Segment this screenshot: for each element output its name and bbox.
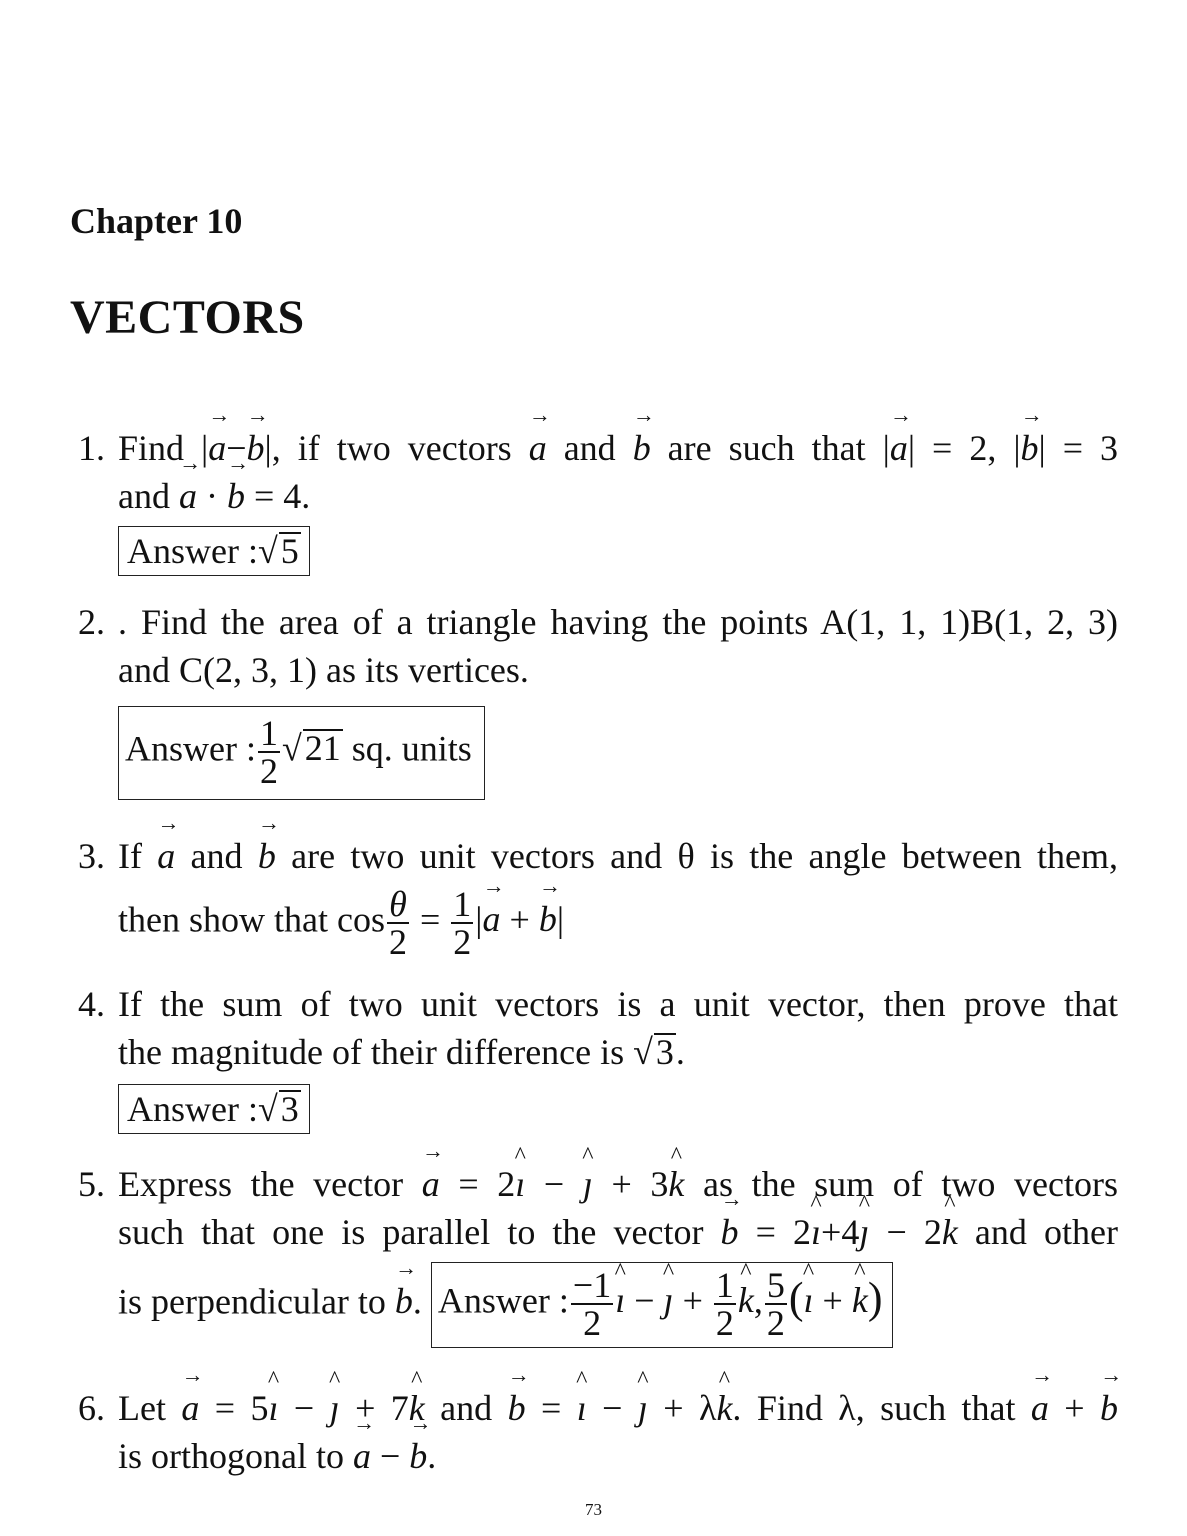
question-text-line: the magnitude of their difference is √3. bbox=[118, 1032, 685, 1072]
answer-box: Answer :√3 bbox=[118, 1084, 310, 1134]
question-1 bbox=[78, 424, 1118, 576]
question-number: 4. bbox=[78, 984, 105, 1024]
question-2 bbox=[78, 598, 1118, 800]
question-number: 6. bbox=[78, 1388, 105, 1428]
answer-box: Answer : $\frac{-1}{2}$ ^ ı − ^ ȷ + $\frac{1}{2}$ ^ k, $\frac{5}{2}$ (^ ı + ^ k) bbox=[431, 1262, 894, 1348]
answer-box: Answer : $\frac{1}{2}$ √21 sq. units bbox=[118, 706, 485, 800]
question-number: 5. bbox=[78, 1164, 105, 1204]
question-text-line: . Find the area of a triangle having the points A(1, 1, 1)B(1, 2, 3) bbox=[118, 602, 1118, 642]
answer-box: Answer :√5 bbox=[118, 526, 310, 576]
question-number: 1. bbox=[78, 428, 105, 468]
question-number: 3. bbox=[78, 836, 105, 876]
question-4 bbox=[78, 980, 1118, 1134]
question-text-line: Find |→ a−→ b|, if two vectors → a and → b are such that |→ a| = 2, |→ b| = 3 bbox=[118, 424, 1118, 472]
question-text-line: and C(2, 3, 1) as its vertices. bbox=[118, 650, 529, 690]
question-number: 2. bbox=[78, 602, 105, 642]
question-text-line: is orthogonal to → a − → b. bbox=[118, 1432, 1118, 1480]
question-text-line: If → a and → b are two unit vectors and θ is the angle between them, bbox=[118, 832, 1118, 880]
chapter-title: VECTORS bbox=[70, 291, 305, 344]
question-text-line: Let → a = 5^ ı − ^ ȷ + 7^ k and → b = ^ ı − ^ ȷ + λ^ k. Find λ, such that → a + → b bbox=[118, 1384, 1118, 1432]
question-text-line: such that one is parallel to the vector → b = 2^ ı+4^ ȷ − 2^ k and other bbox=[118, 1208, 1118, 1256]
question-text-line: is perpendicular to → b. Answer : $\frac{-1}{2}$ ^ ı − ^ ȷ + $\frac{1}{2}$ ^ k, $\frac{5}{2}$ (^ ı + ^ k) bbox=[118, 1262, 1118, 1348]
question-text-line: If the sum of two unit vectors is a unit vector, then prove that bbox=[118, 984, 1118, 1024]
chapter-label: Chapter 10 bbox=[70, 201, 243, 241]
question-text-line: and → a · → b = 4. bbox=[118, 472, 1118, 520]
question-3 bbox=[78, 832, 1118, 960]
question-text-line: Express the vector → a = 2^ ı − ^ ȷ + 3^ k as the sum of two vectors bbox=[118, 1160, 1118, 1208]
question-6 bbox=[78, 1384, 1118, 1480]
page-number: 73 bbox=[585, 1500, 602, 1519]
question-5 bbox=[78, 1160, 1118, 1348]
question-text-line: then show that cos $\frac{\theta}{2}$ = $\frac{1}{2}$ |→ a + → b| bbox=[118, 886, 1118, 960]
